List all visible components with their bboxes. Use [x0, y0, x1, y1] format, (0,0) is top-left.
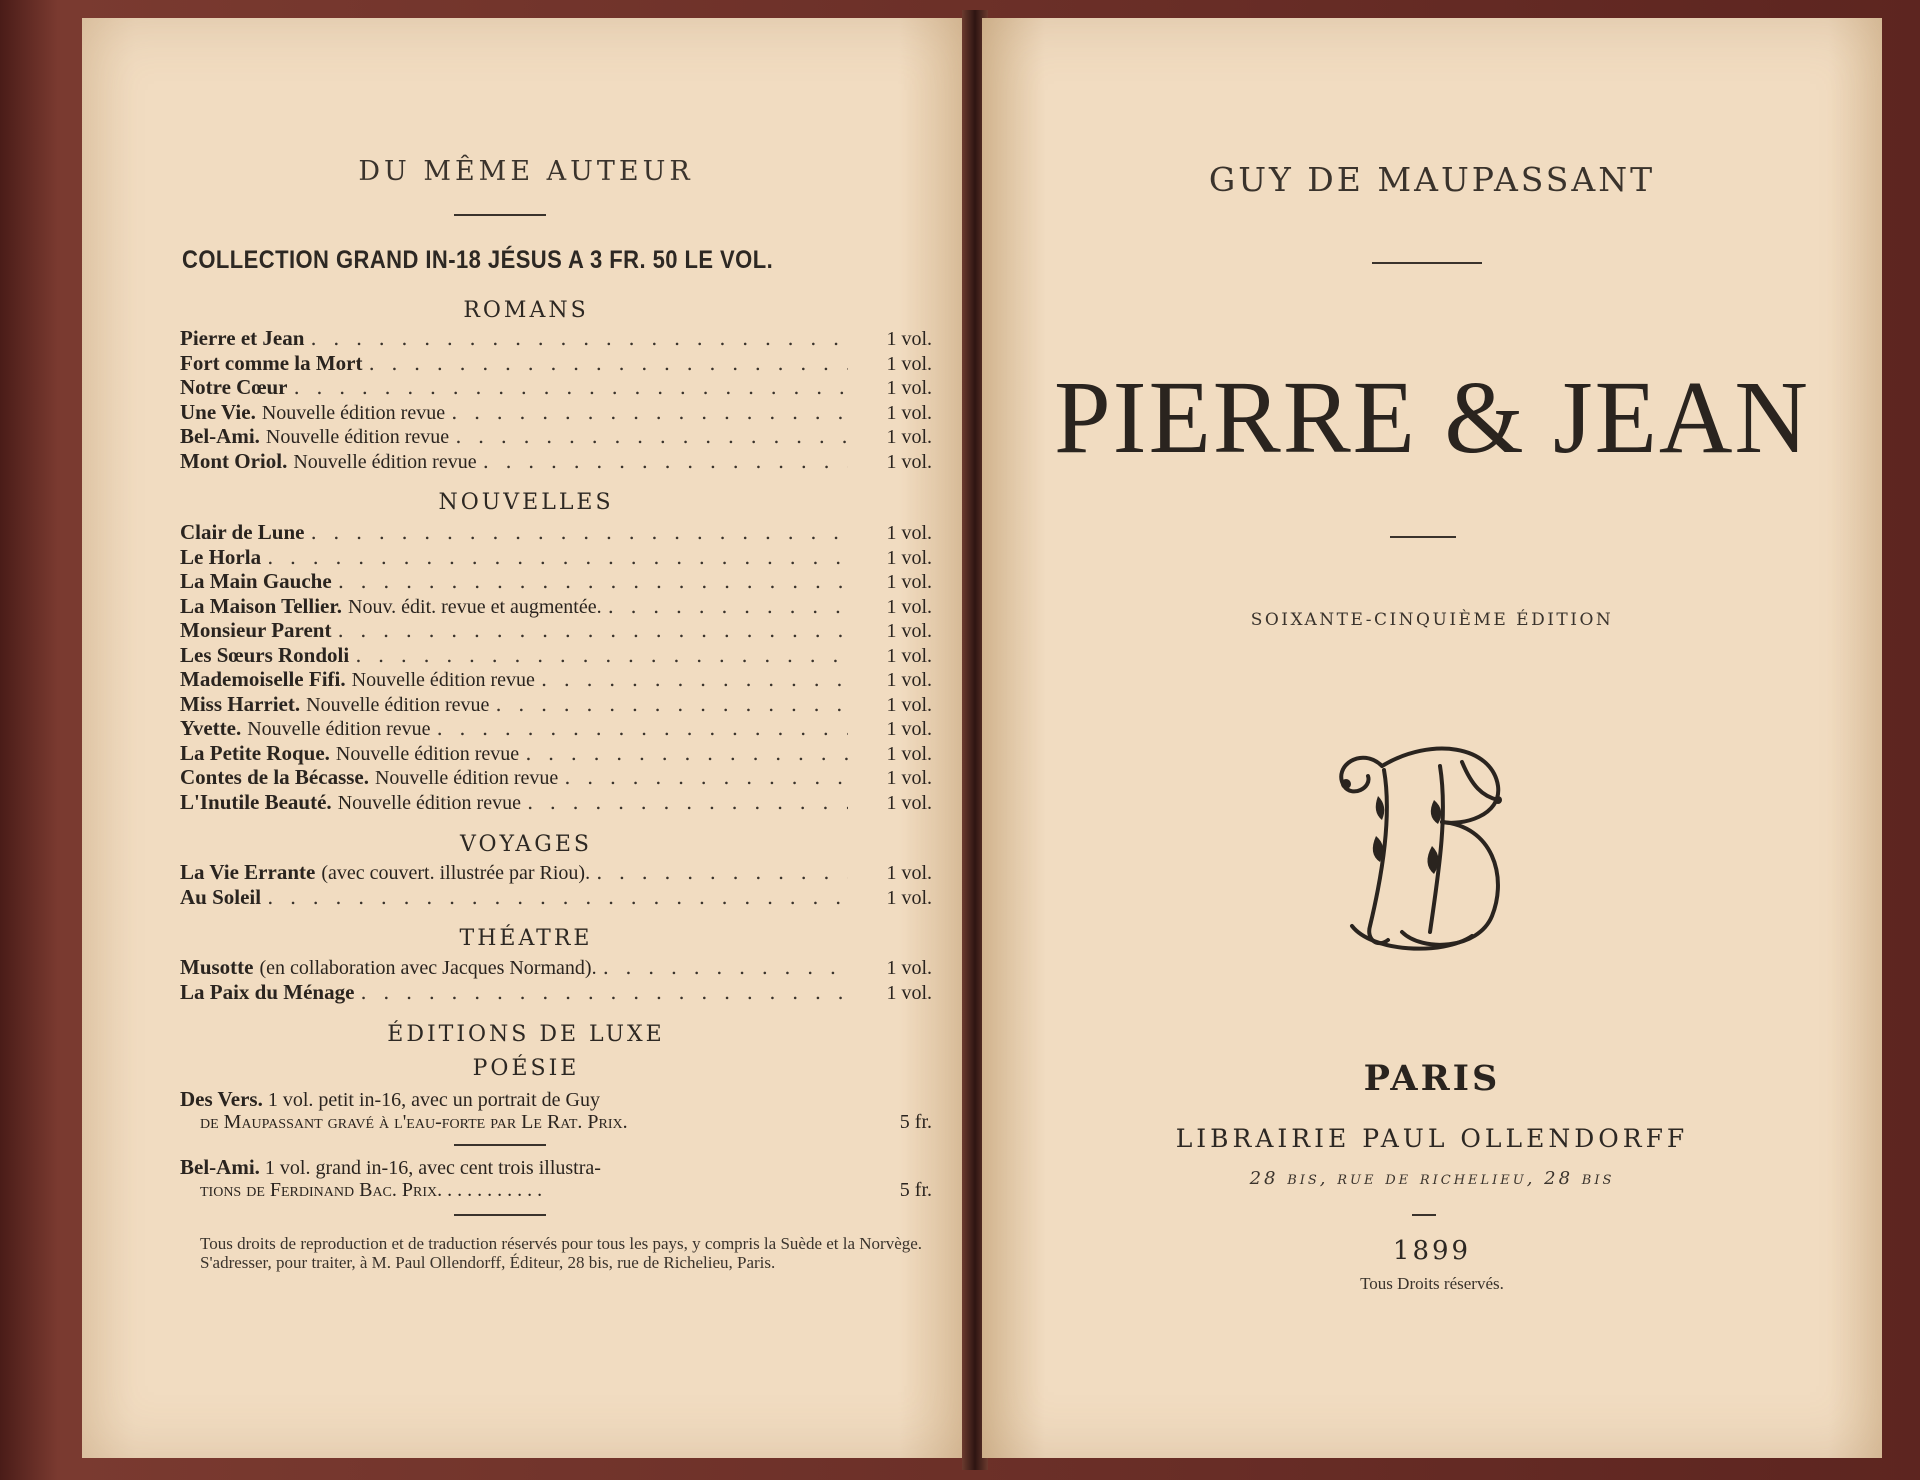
catalog-title: La Vie Errante	[180, 860, 316, 884]
catalog-title: La Petite Roque.	[180, 740, 330, 765]
collection-line: COLLECTION GRAND IN-18 JÉSUS A 3 FR. 50 LE VOL.	[182, 246, 774, 274]
catalog-title: Le Horla	[180, 544, 262, 569]
leader-dots	[360, 980, 848, 1005]
catalog-row	[180, 520, 932, 545]
leader-dots	[525, 741, 848, 766]
catalog-title: Clair de Lune	[180, 520, 305, 544]
catalog-volume: 1 vol.	[886, 401, 932, 424]
leader-dots	[294, 375, 848, 400]
catalog-title: Notre Cœur	[180, 375, 288, 399]
catalog-title: Musotte	[180, 955, 254, 979]
leader-dots	[495, 692, 848, 717]
catalog-title: L'Inutile Beauté.	[180, 789, 332, 814]
section-title-theatre: THÉATRE	[459, 926, 593, 951]
catalog-title: Contes de la Bécasse.	[180, 765, 369, 789]
catalog-volume: 1 vol.	[886, 571, 932, 593]
catalog-title: Mont Oriol.	[180, 448, 288, 473]
catalog-row	[180, 449, 932, 474]
title-rule	[1390, 536, 1456, 538]
leader-dots	[437, 716, 849, 741]
catalog-description: Nouvelle édition revue	[293, 450, 477, 473]
catalog-volume: 1 vol.	[886, 742, 932, 765]
catalog-row	[180, 400, 932, 425]
catalog-description: Nouvelle édition revue	[306, 693, 490, 716]
catalog-volume: 1 vol.	[886, 352, 932, 375]
catalog-row	[180, 955, 932, 980]
catalog-title: Une Vie.	[180, 399, 256, 424]
list-voyages	[180, 860, 932, 909]
city: PARIS	[1363, 1058, 1501, 1099]
catalog-volume: 1 vol.	[886, 595, 932, 618]
catalog-description: Nouvelle édition revue	[335, 742, 520, 765]
section-title-voyages: VOYAGES	[460, 832, 592, 857]
catalog-title: La Maison Tellier.	[180, 593, 343, 618]
catalog-row	[180, 569, 932, 594]
left-page	[82, 18, 970, 1458]
catalog-row	[180, 980, 932, 1005]
catalog-row	[180, 716, 932, 741]
publisher-monogram-icon	[1322, 726, 1522, 958]
leader-dots	[267, 545, 848, 570]
contact-notice: S'adresser, pour traiter, à M. Paul Ollendorff, Éditeur, 28 bis, rue de Richelieu, Paris.	[200, 1253, 776, 1272]
catalog-volume: 1 vol.	[886, 693, 932, 716]
rights-notice: Tous droits de reproduction et de traduction réservés pour tous les pays, y compris la Suède et la Norvège.	[200, 1234, 923, 1253]
catalog-title: Miss Harriet.	[180, 691, 301, 716]
catalog-description: Nouv. édit. revue et augmentée.	[348, 595, 602, 618]
publisher-name: LIBRAIRIE PAUL OLLENDORFF	[1175, 1124, 1689, 1153]
catalog-description: Nouvelle édition revue	[374, 767, 559, 789]
luxe-item-title: Des Vers.	[180, 1087, 263, 1111]
publisher-address: 28 bis, rue de richelieu, 28 bis	[1249, 1168, 1615, 1189]
publication-year: 1899	[1392, 1236, 1472, 1266]
catalog-volume: 1 vol.	[886, 620, 932, 642]
section-title-romans: ROMANS	[463, 298, 589, 323]
catalog-volume: 1 vol.	[886, 862, 932, 884]
leader-dots	[541, 667, 848, 692]
leader-dots	[483, 449, 848, 474]
luxe-item-price: 5 fr.	[899, 1111, 932, 1133]
catalog-volume: 1 vol.	[886, 522, 932, 544]
catalog-title: Les Sœurs Rondoli	[180, 642, 350, 667]
catalog-row	[180, 741, 932, 766]
catalog-volume: 1 vol.	[886, 644, 932, 667]
catalog-description: (en collaboration avec Jacques Normand).	[259, 957, 597, 979]
catalog-title: Mademoiselle Fifi.	[180, 667, 346, 691]
catalog-row	[180, 375, 932, 400]
catalog-volume: 1 vol.	[886, 669, 932, 691]
luxe-rule	[454, 1144, 546, 1146]
leader-dots	[527, 790, 848, 815]
catalog-title: Au Soleil	[180, 884, 262, 909]
list-nouvelles	[180, 520, 932, 814]
catalog-description: Nouvelle édition revue	[337, 791, 521, 814]
section-title-nouvelles: NOUVELLES	[438, 490, 614, 515]
catalog-volume: 1 vol.	[886, 886, 932, 909]
luxe-item-line2: tions de Ferdinand Bac. Prix. . . . . . . . . . .	[200, 1179, 543, 1201]
catalog-title: Pierre et Jean	[180, 326, 305, 350]
author-name: GUY DE MAUPASSANT	[1208, 160, 1656, 199]
footer-rule	[454, 1214, 546, 1216]
leader-dots	[337, 618, 848, 643]
luxe-item-line1: 1 vol. petit in-16, avec un portrait de Guy	[267, 1089, 600, 1111]
catalog-row	[180, 351, 932, 376]
catalog-row	[180, 424, 932, 449]
luxe-item-price: 5 fr.	[899, 1179, 932, 1201]
catalog-volume: 1 vol.	[886, 328, 932, 350]
catalog-description: Nouvelle édition revue	[265, 426, 450, 448]
catalog-volume: 1 vol.	[886, 718, 932, 740]
catalog-volume: 1 vol.	[886, 546, 932, 569]
leader-dots	[310, 326, 848, 351]
catalog-row	[180, 860, 932, 885]
section-title-luxe: ÉDITIONS DE LUXE	[387, 1022, 665, 1047]
catalog-row	[180, 618, 932, 643]
leader-dots	[369, 351, 849, 376]
book-title: PIERRE & JEAN	[1054, 360, 1810, 475]
catalog-volume: 1 vol.	[886, 377, 932, 399]
catalog-volume: 1 vol.	[886, 450, 932, 473]
catalog-row	[180, 765, 932, 790]
leader-dots	[355, 643, 848, 668]
catalog-title: La Main Gauche	[180, 569, 332, 593]
list-romans	[180, 326, 932, 473]
catalog-volume: 1 vol.	[886, 957, 932, 979]
footer-note	[180, 1234, 932, 1272]
catalog-row	[180, 885, 932, 910]
list-theatre	[180, 955, 932, 1004]
leader-dots	[596, 860, 848, 885]
heading-rule	[454, 214, 546, 216]
address-rule	[1412, 1214, 1436, 1216]
section-title-poesie: POÉSIE	[472, 1056, 580, 1081]
catalog-description: Nouvelle édition revue	[261, 401, 446, 424]
leader-dots	[455, 424, 848, 449]
leader-dots	[451, 400, 848, 425]
catalog-volume: 1 vol.	[886, 791, 932, 814]
catalog-row	[180, 545, 932, 570]
catalog-description: Nouvelle édition revue	[351, 669, 535, 691]
catalog-description: Nouvelle édition revue	[247, 718, 431, 740]
right-page	[982, 18, 1882, 1458]
catalog-title: La Paix du Ménage	[180, 979, 355, 1004]
catalog-title: Yvette.	[180, 716, 242, 740]
catalog-title: Fort comme la Mort	[180, 350, 363, 375]
catalog-row	[180, 667, 932, 692]
leader-dots	[603, 955, 848, 980]
author-rule	[1372, 262, 1482, 264]
luxe-item	[180, 1088, 932, 1133]
same-author-heading: DU MÊME AUTEUR	[358, 156, 694, 187]
catalog-title: Monsieur Parent	[180, 618, 332, 642]
luxe-item-line1: 1 vol. grand in-16, avec cent trois illustra-	[264, 1157, 601, 1179]
luxe-item-title: Bel-Ami.	[180, 1155, 260, 1179]
edition-line: SOIXANTE-CINQUIÈME ÉDITION	[1250, 610, 1614, 630]
catalog-volume: 1 vol.	[886, 767, 932, 789]
leader-dots	[267, 885, 848, 910]
catalog-row	[180, 326, 932, 351]
catalog-description: (avec couvert. illustrée par Riou).	[321, 862, 591, 884]
luxe-item	[180, 1156, 932, 1201]
catalog-row	[180, 790, 932, 815]
catalog-title: Bel-Ami.	[180, 424, 260, 448]
leader-dots	[564, 765, 848, 790]
catalog-volume: 1 vol.	[886, 981, 932, 1004]
catalog-volume: 1 vol.	[886, 426, 932, 448]
leader-dots	[608, 594, 848, 619]
catalog-row	[180, 594, 932, 619]
leader-dots	[310, 520, 848, 545]
leader-dots	[338, 569, 848, 594]
rights-reserved: Tous Droits réservés.	[1360, 1274, 1504, 1293]
luxe-item-line2: de Maupassant gravé à l'eau-forte par Le Rat. Prix.	[200, 1111, 628, 1133]
catalog-row	[180, 692, 932, 717]
catalog-row	[180, 643, 932, 668]
